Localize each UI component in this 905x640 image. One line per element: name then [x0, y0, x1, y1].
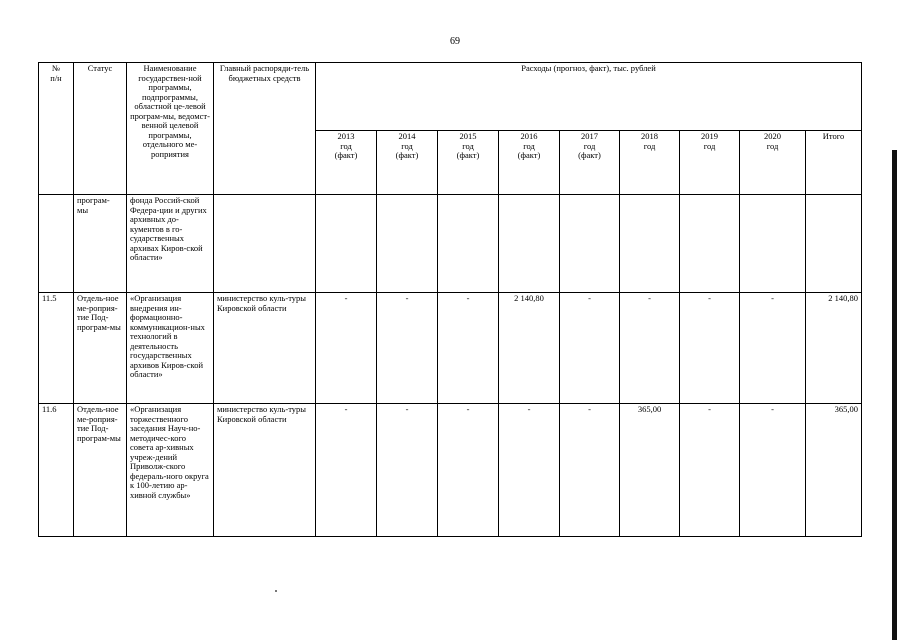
scan-edge-bar: [892, 150, 897, 640]
row-value: [740, 195, 806, 293]
row-value: -: [438, 404, 499, 537]
row-value: [620, 195, 680, 293]
header-status: Статус: [74, 63, 127, 195]
header-year: 2014 год (факт): [377, 131, 438, 195]
row-value: [560, 195, 620, 293]
row-manager: министерство куль-туры Кировской области: [214, 293, 316, 404]
header-total: Итого: [806, 131, 862, 195]
row-value: -: [740, 293, 806, 404]
header-expenses: Расходы (прогноз, факт), тыс. рублей: [316, 63, 862, 131]
row-total: [806, 195, 862, 293]
scan-speck: [275, 590, 277, 592]
row-value: [316, 195, 377, 293]
row-total: 2 140,80: [806, 293, 862, 404]
row-value: -: [316, 293, 377, 404]
header-row-1: [39, 63, 862, 131]
row-value: -: [499, 404, 560, 537]
header-num: № п/н: [39, 63, 74, 195]
header-manager: Главный распоряди-тель бюджетных средств: [214, 63, 316, 195]
row-manager: министерство куль-туры Кировской области: [214, 404, 316, 537]
row-value: [438, 195, 499, 293]
page-number: 69: [450, 36, 460, 47]
row-name: «Организация внедрения ин-формационно-коммуникацион-ных технологий в деятельность государственных архивов Киров-ской области»: [127, 293, 214, 404]
header-year: 2018 год: [620, 131, 680, 195]
row-value: [499, 195, 560, 293]
row-status: Отдель-ное ме-роприя-тие Под-програм-мы: [74, 404, 127, 537]
row-total: 365,00: [806, 404, 862, 537]
row-manager: [214, 195, 316, 293]
row-num: 11.6: [39, 404, 74, 537]
header-year: 2016 год (факт): [499, 131, 560, 195]
row-status: Отдель-ное ме-роприя-тие Под-програм-мы: [74, 293, 127, 404]
row-value: -: [438, 293, 499, 404]
row-num: [39, 195, 74, 293]
row-value: -: [377, 293, 438, 404]
table-row: [39, 195, 862, 293]
row-value: 2 140,80: [499, 293, 560, 404]
header-year: 2019 год: [680, 131, 740, 195]
header-year: 2020 год: [740, 131, 806, 195]
row-value: -: [560, 404, 620, 537]
row-status: програм- мы: [74, 195, 127, 293]
row-value: -: [680, 404, 740, 537]
row-name: фонда Россий-ской Федера-ции и других архивных до-кументов в го-сударственных архивах Киров-ской области»: [127, 195, 214, 293]
row-value: -: [620, 293, 680, 404]
budget-table: [38, 62, 862, 537]
row-num: 11.5: [39, 293, 74, 404]
row-name: «Организация торжественного заседания Науч-но-методичес-кого совета ар-хивных учреж-дений Приволж-ского федераль-ного округа к 100-летию ар-хивной службы»: [127, 404, 214, 537]
header-name: Наименование государствен-ной программы, подпрограммы, областной це-левой програм-мы, ведомст-венной целевой программы, отдельного ме-роприятия: [127, 63, 214, 195]
header-year: 2013 год (факт): [316, 131, 377, 195]
row-value: [377, 195, 438, 293]
row-value: -: [740, 404, 806, 537]
header-year: 2015 год (факт): [438, 131, 499, 195]
row-value: -: [316, 404, 377, 537]
table-row: [39, 293, 862, 404]
row-value: [680, 195, 740, 293]
row-value: -: [680, 293, 740, 404]
table-row: [39, 404, 862, 537]
row-value: -: [377, 404, 438, 537]
row-value: -: [560, 293, 620, 404]
header-year: 2017 год (факт): [560, 131, 620, 195]
row-value: 365,00: [620, 404, 680, 537]
